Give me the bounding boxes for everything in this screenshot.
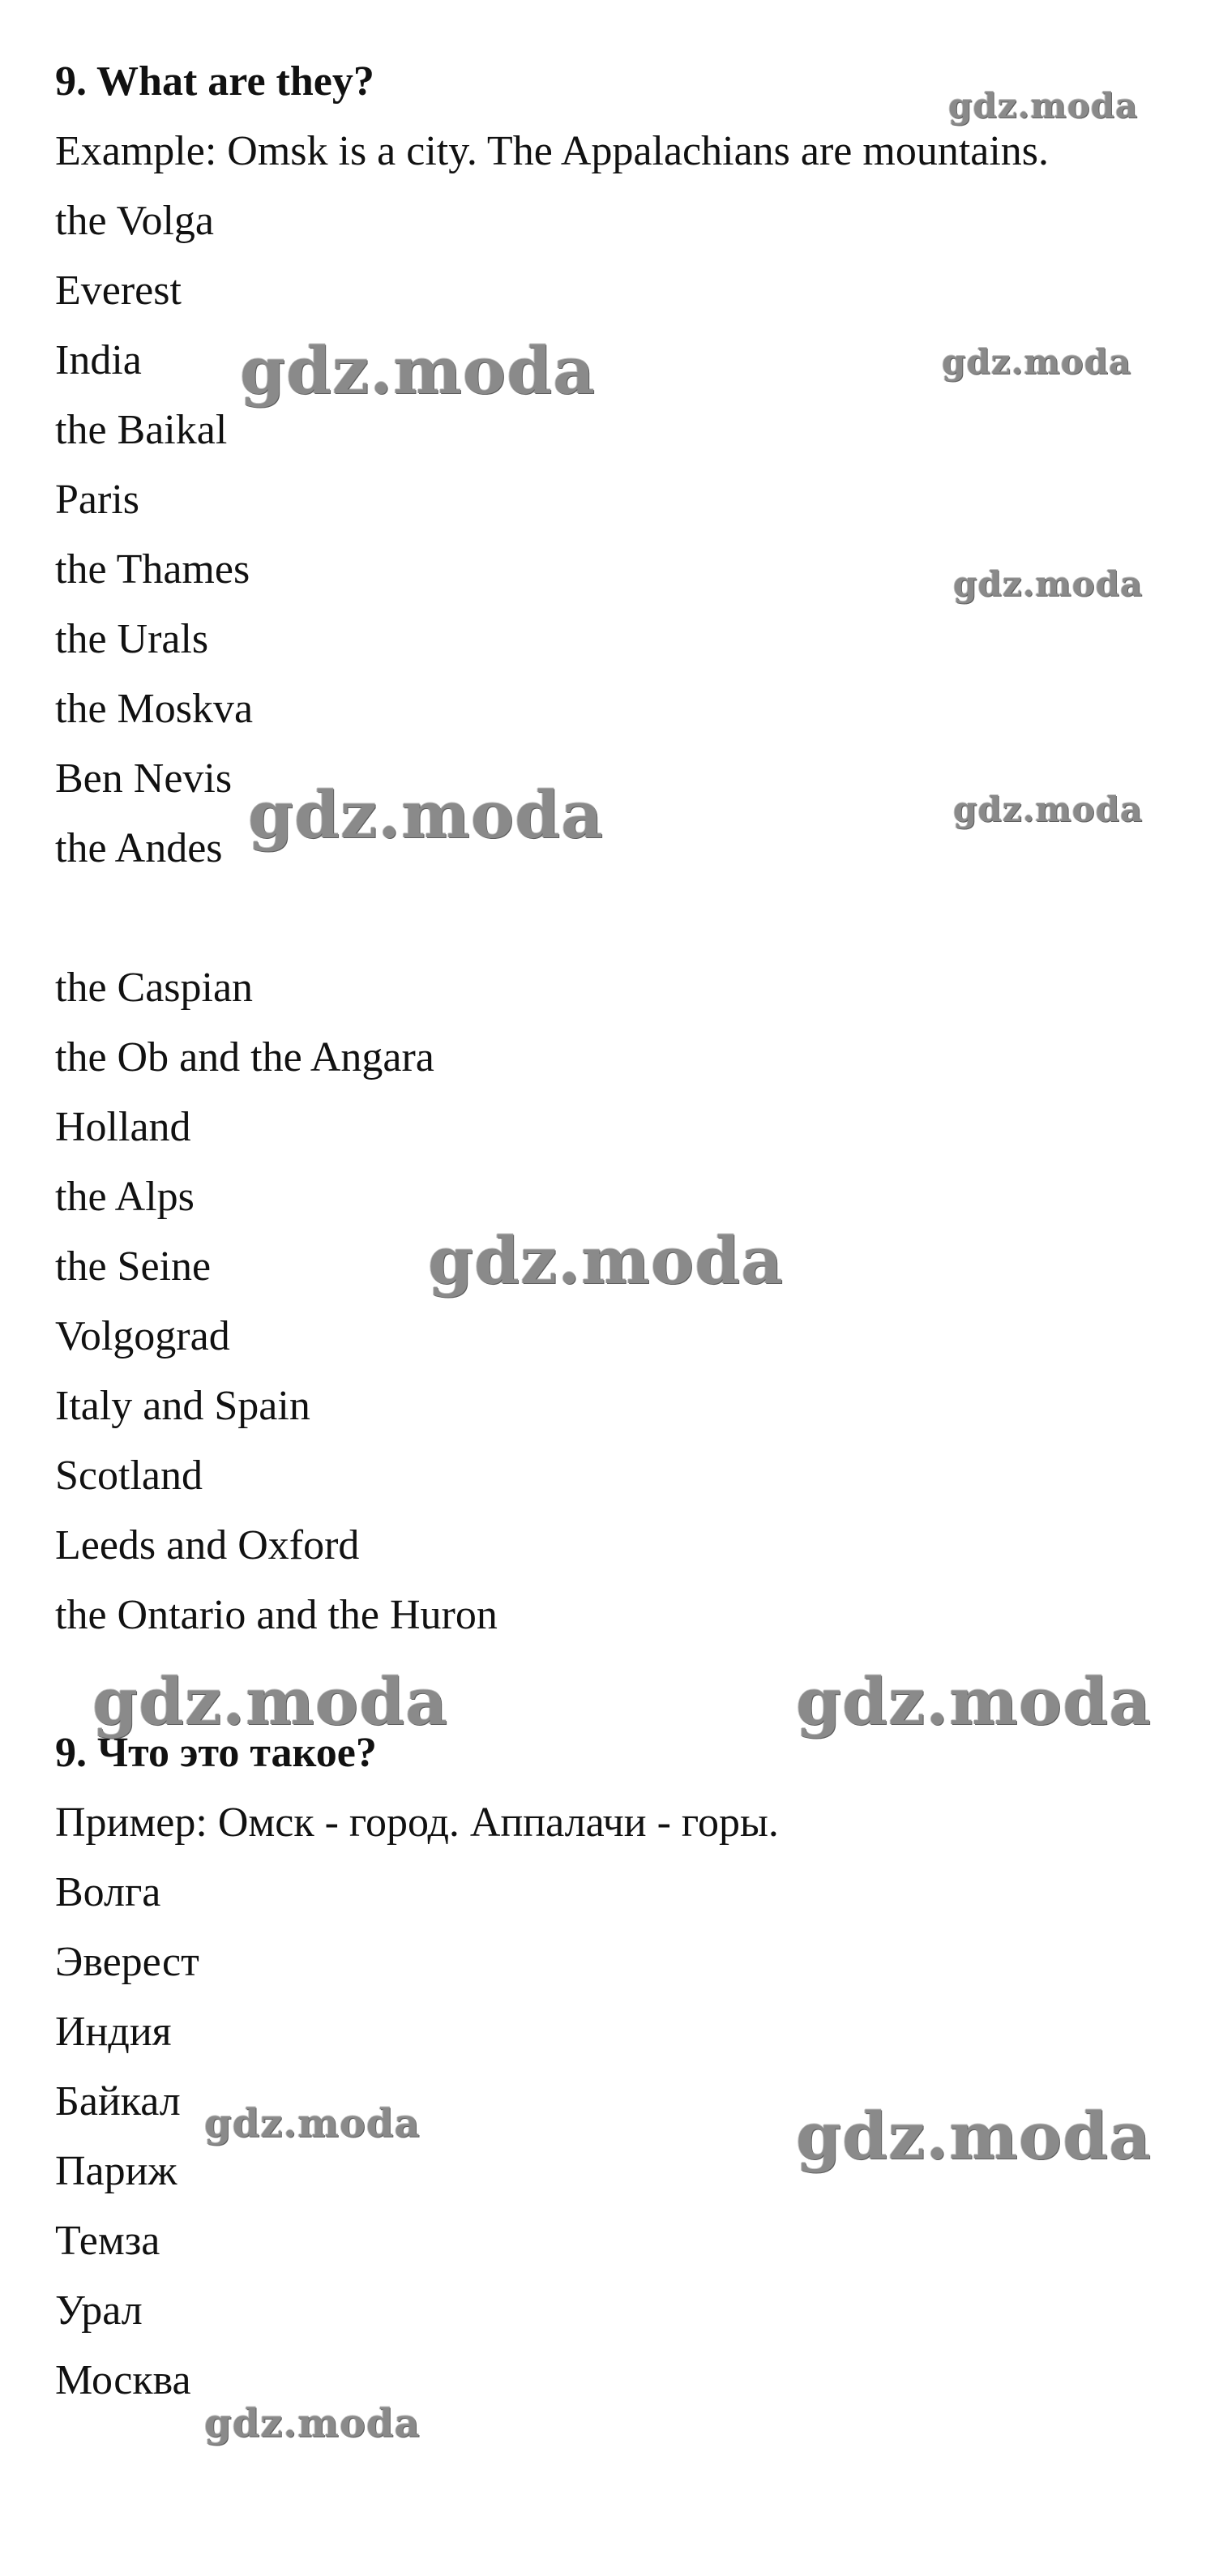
list-item: the Volga — [55, 198, 214, 244]
list-item: the Andes — [55, 825, 223, 871]
watermark: gdz.moda — [796, 1663, 1152, 1739]
document-content — [55, 47, 1174, 2416]
list-item: the Urals — [55, 616, 209, 662]
watermark: gdz.moda — [92, 1663, 448, 1739]
example-sentence-english: Example: Omsk is a city. The Appalachians are mountains. — [55, 128, 1050, 174]
example-sentence-russian: Пример: Омск - город. Аппалачи - горы. — [55, 1799, 779, 1846]
list-item: the Moskva — [55, 686, 254, 732]
list-item: Темза — [55, 2218, 160, 2264]
list-item: the Thames — [55, 546, 250, 593]
list-item: the Ob and the Angara — [55, 1034, 434, 1080]
watermark: gdz.moda — [204, 2101, 421, 2146]
exercise-title-russian: 9. Что это такое? — [55, 1730, 377, 1776]
watermark: gdz.moda — [796, 2098, 1152, 2174]
watermark: gdz.moda — [240, 332, 596, 409]
list-item: Volgograd — [55, 1313, 230, 1359]
watermark: gdz.moda — [428, 1222, 784, 1299]
answer-list-english-part-1 — [55, 186, 1174, 884]
list-item: Индия — [55, 2009, 172, 2055]
watermark: gdz.moda — [948, 86, 1139, 126]
list-item: Волга — [55, 1869, 161, 1915]
answer-list-english-part-2 — [55, 953, 1174, 1650]
list-item: Everest — [55, 267, 182, 314]
list-item: Эверест — [55, 1939, 199, 1985]
list-item: Байкал — [55, 2078, 181, 2125]
watermark: gdz.moda — [942, 342, 1132, 382]
list-item: Scotland — [55, 1453, 203, 1499]
list-item: the Ontario and the Huron — [55, 1592, 498, 1638]
list-item: the Baikal — [55, 407, 228, 453]
list-item: India — [55, 337, 142, 383]
watermark: gdz.moda — [248, 777, 604, 853]
list-item: Italy and Spain — [55, 1383, 310, 1429]
russian-section — [55, 1718, 1174, 2416]
list-item: the Caspian — [55, 965, 254, 1011]
list-item: Leeds and Oxford — [55, 1522, 360, 1568]
list-item: Ben Nevis — [55, 755, 233, 802]
list-item: Москва — [55, 2357, 191, 2403]
list-item: Holland — [55, 1104, 191, 1150]
exercise-title-english: 9. What are they? — [55, 58, 374, 105]
watermark: gdz.moda — [953, 564, 1144, 604]
blank-line — [55, 884, 1174, 953]
watermark: gdz.moda — [953, 789, 1144, 829]
list-item: Paris — [55, 477, 139, 523]
list-item: the Alps — [55, 1174, 195, 1220]
list-item: the Seine — [55, 1243, 212, 1290]
answer-list-russian — [55, 1858, 1174, 2416]
watermark: gdz.moda — [204, 2401, 421, 2446]
list-item: Урал — [55, 2287, 143, 2334]
list-item: Париж — [55, 2148, 177, 2194]
